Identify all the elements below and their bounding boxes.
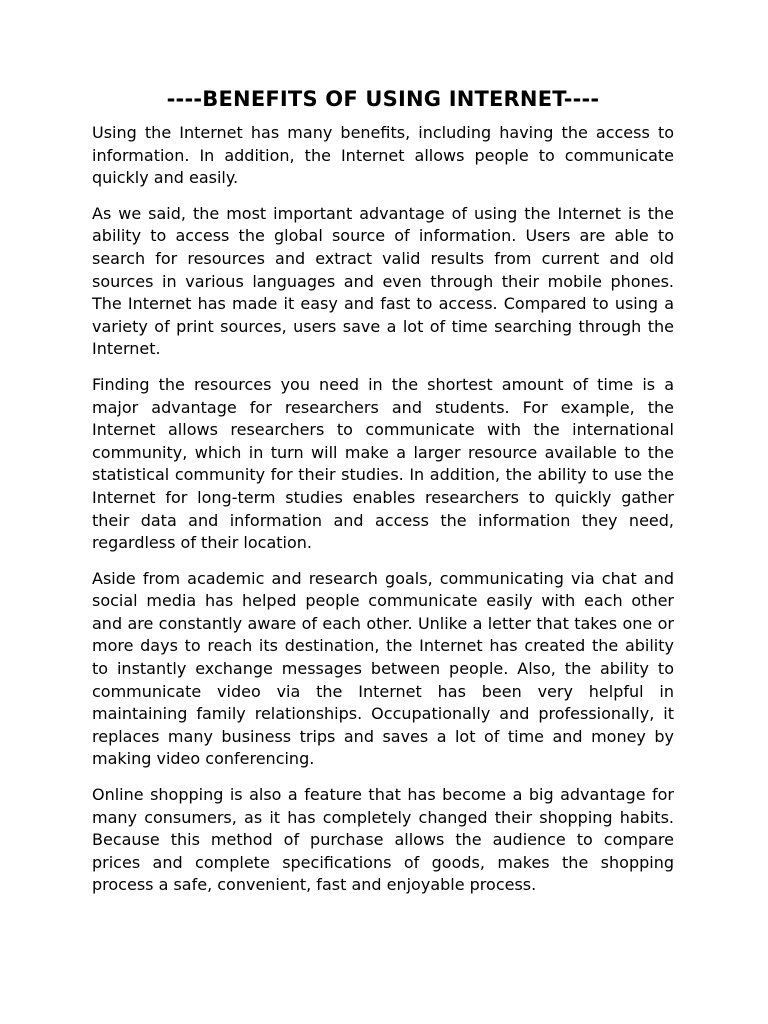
document-page [92,86,674,910]
paragraph-intro: Using the Internet has many benefits, including having the access to information. In addition, the Internet allows people to communicate quickly and easily. [92,123,674,188]
paragraph-online-shopping: Online shopping is also a feature that has become a big advantage for many consumers, as it has completely changed their shopping habits. Because this method of purchase allows the audience to compare prices and complete specifications of goods, makes the shopping process a safe, convenient, fast and enjoyable process. [92,785,674,895]
paragraph-information-access: As we said, the most important advantage of using the Internet is the ability to access the global source of information. Users are able to search for resources and extract valid results from current and old sources in various languages and even through their mobile phones. The Internet has made it easy and fast to access. Compared to using a variety of print sources, users save a lot of time searching through the Internet. [92,203,674,359]
paragraph-communication: Aside from academic and research goals, communicating via chat and social media has helped people communicate easily with each other and are constantly aware of each other. Unlike a letter that takes one or more days to reach its destination, the Internet has created the ability to instantly exchange messages between people. Also, the ability to communicate video via the Internet has been very helpful in maintaining family relationships. Occupationally and professionally, it replaces many business trips and saves a lot of time and money by making video conferencing. [92,568,674,769]
document-title: ----BENEFITS OF USING INTERNET---- [166,87,600,111]
paragraph-research: Finding the resources you need in the shortest amount of time is a major advantage for researchers and students. For example, the Internet allows researchers to communicate with the international community, which in turn will make a larger resource available to the statistical community for their studies. In addition, the ability to use the Internet for long-term studies enables researchers to quickly gather their data and information and access the information they need, regardless of their location. [92,374,674,553]
